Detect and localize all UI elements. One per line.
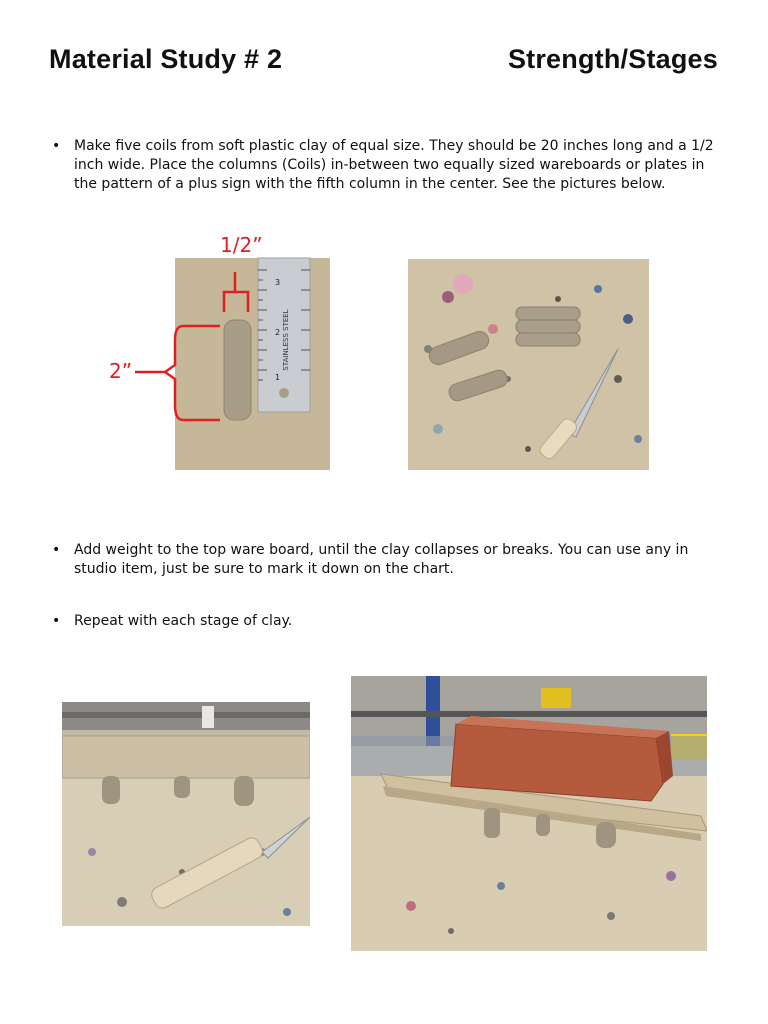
bullet-dot: • bbox=[52, 138, 61, 154]
ruler-label: STAINLESS STEEL bbox=[282, 309, 290, 371]
bullet-dot: • bbox=[52, 542, 61, 558]
bullet-text: Add weight to the top ware board, until the clay collapses or breaks. You can use any in studio item, just be sure to mark it down on the chart. bbox=[74, 542, 689, 577]
ruler-number-2: 2 bbox=[275, 328, 281, 337]
page-title-right: Strength/Stages bbox=[507, 44, 718, 74]
bullet-text: Make five coils from soft plastic clay of equal size. They should be 20 inches long and a 1/2 inch wide. Place the columns (Coils) in-between two equally sized wareboards or plates in the pattern of a plus sign with the fifth column in the center. See the pictures below. bbox=[74, 138, 714, 192]
coils-on-table-photo bbox=[408, 259, 649, 470]
board-on-coils-photo bbox=[62, 702, 310, 926]
width-label: 1/2” bbox=[220, 233, 263, 257]
page-title-left: Material Study # 2 bbox=[49, 44, 283, 74]
bullet-text: Repeat with each stage of clay. bbox=[74, 613, 293, 629]
coil-measurement-photo bbox=[105, 230, 345, 470]
ruler-number-1: 1 bbox=[275, 373, 281, 382]
clay-coil bbox=[224, 320, 251, 420]
bullet-dot: • bbox=[52, 613, 61, 629]
instruction-bullet-1 bbox=[52, 137, 722, 194]
height-label: 2” bbox=[109, 359, 133, 383]
instruction-bullet-2 bbox=[52, 541, 722, 579]
ruler-number-3: 3 bbox=[275, 278, 281, 287]
instruction-bullet-3 bbox=[52, 612, 722, 631]
brick-weight-photo bbox=[351, 676, 707, 951]
